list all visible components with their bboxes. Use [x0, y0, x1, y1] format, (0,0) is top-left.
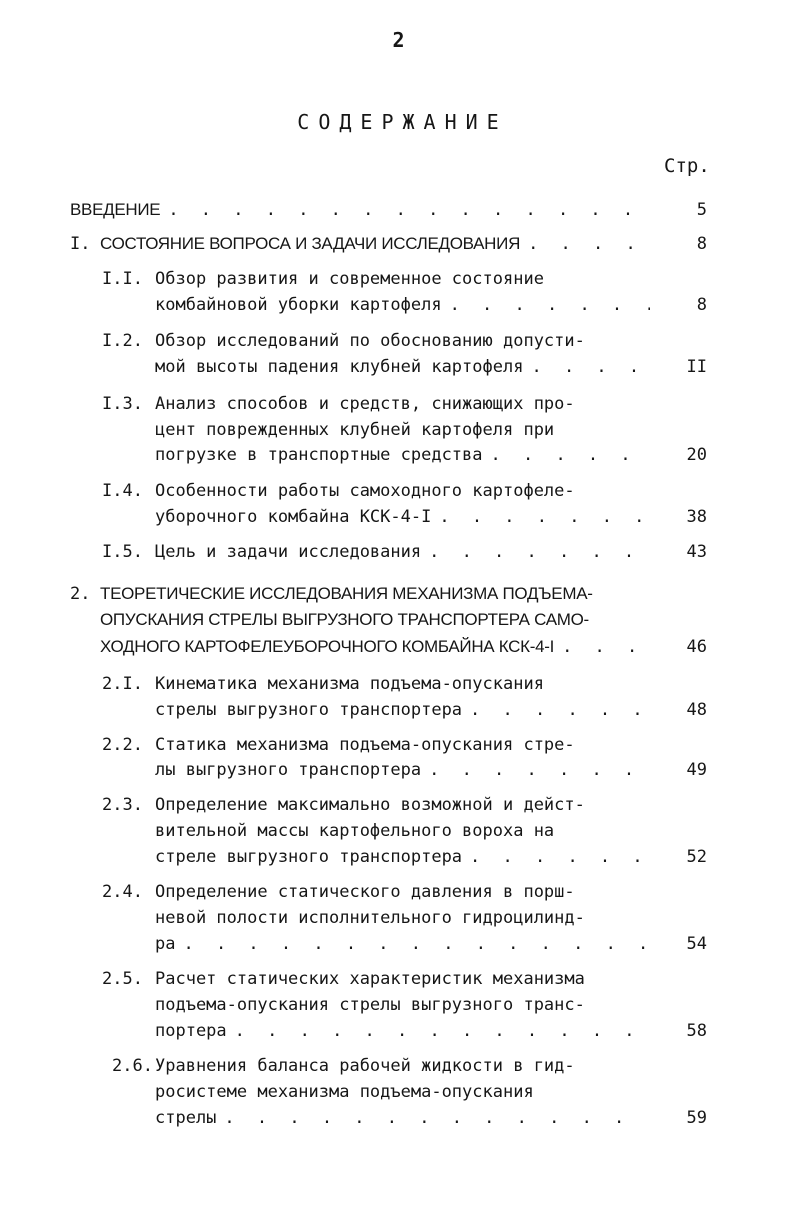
toc-entry-line: [155, 1080, 534, 1104]
toc-leader-dots: [421, 540, 650, 564]
toc-entry-text: ТЕОРЕТИЧЕСКИЕ ИССЛЕДОВАНИЯ МЕХАНИЗМА ПОДЪЕМА-: [100, 584, 593, 603]
toc-entry-line: [155, 1106, 650, 1130]
toc-entry-line: [102, 540, 650, 564]
toc-entry-text: ра: [155, 934, 176, 954]
toc-entry-text: Уравнения баланса рабочей жидкости в гид-: [155, 1056, 575, 1076]
toc-entry-line: [155, 698, 650, 722]
toc-leader-dots: [483, 443, 650, 467]
toc-entry-text: лы выгрузного транспортера: [155, 760, 422, 780]
toc-leader-dots: [421, 758, 650, 782]
toc-leader-dots: [175, 932, 650, 956]
toc-entry-number: I.I.: [102, 269, 143, 289]
toc-entry-text: Определение статического давления в порш-: [155, 882, 575, 902]
toc-entry-line: [102, 329, 585, 353]
toc-entry-text: уборочного комбайна КСК-4-I: [155, 507, 432, 527]
toc-entry-line: [102, 967, 585, 991]
toc-entry-line: [155, 293, 650, 317]
toc-entry-number: I.2.: [102, 331, 143, 351]
toc-entry-text: Определение максимально возможной и дейст-: [155, 795, 585, 815]
toc-entry-text: Цель и задачи исследования: [155, 542, 422, 562]
toc-entry-text: подъема-опускания стрелы выгрузного транс-: [155, 995, 585, 1015]
toc-entry-number: 2.: [70, 584, 91, 604]
toc-entry-line: [102, 267, 544, 291]
toc-entry-number: I.3.: [102, 394, 143, 414]
toc-entry-number: I.4.: [102, 481, 143, 501]
toc-leader-dots: [216, 1106, 650, 1130]
toc-entry-line: [155, 993, 585, 1017]
toc-entry-line: [102, 672, 544, 696]
toc-entry-line: [112, 1054, 575, 1078]
toc-entry-text: ОПУСКАНИЯ СТРЕЛЫ ВЫГРУЗНОГО ТРАНСПОРТЕРА САМО-: [100, 610, 589, 629]
toc-entry-text: портера: [155, 1021, 227, 1041]
toc-entry-page: II: [686, 357, 707, 377]
toc-entry-line: [102, 392, 575, 416]
toc-entry-page: 8: [696, 295, 707, 315]
toc-title: СОДЕРЖАНИЕ: [297, 110, 508, 134]
toc-entry-page: 49: [686, 760, 707, 780]
toc-entry-page: 38: [686, 507, 707, 527]
toc-leader-dots: [462, 845, 650, 869]
toc-leader-dots: [523, 355, 650, 379]
toc-entry-text: погрузке в транспортные средства: [155, 445, 483, 465]
toc-leader-dots: [554, 635, 650, 659]
toc-entry-line: [102, 793, 585, 817]
toc-entry-line: [155, 418, 554, 442]
toc-entry-number: I.5.: [102, 542, 143, 562]
toc-leader-dots: [227, 1019, 650, 1043]
toc-entry-number: 2.2.: [102, 735, 143, 755]
toc-entry-text: Статика механизма подъема-опускания стре-: [155, 735, 575, 755]
toc-entry-text: стрелы: [155, 1108, 217, 1128]
toc-entry-line: [155, 505, 650, 529]
toc-entry-line: [100, 635, 650, 659]
page-number: 2: [392, 28, 405, 52]
toc-entry-line: [155, 819, 554, 843]
toc-entry-line: [155, 1019, 650, 1043]
toc-entry-line: [100, 608, 589, 632]
toc-entry-line: [155, 845, 650, 869]
toc-entry-line: [102, 479, 575, 503]
toc-entry-text: ХОДНОГО КАРТОФЕЛЕУБОРОЧНОГО КОМБАЙНА КСК-4-I: [100, 637, 555, 656]
toc-entry-text: стреле выгрузного транспортера: [155, 847, 463, 867]
toc-entry-text: СОСТОЯНИЕ ВОПРОСА И ЗАДАЧИ ИССЛЕДОВАНИЯ: [100, 234, 521, 253]
toc-entry-page: 46: [686, 637, 707, 657]
page-column-header: Стр.: [664, 155, 710, 177]
toc-entry-text: Расчет статических характеристик механизма: [155, 969, 585, 989]
toc-entry-number: I.: [70, 234, 91, 254]
toc-leader-dots: [431, 505, 650, 529]
toc-entry-text: мой высоты падения клубней картофеля: [155, 357, 524, 377]
toc-entry-page: 54: [686, 934, 707, 954]
toc-leader-dots: [160, 198, 650, 222]
toc-entry-number: 2.I.: [102, 674, 143, 694]
toc-entry-line: [155, 758, 650, 782]
toc-entry-text: Особенности работы самоходного картофеле-: [155, 481, 575, 501]
toc-entry-page: 52: [686, 847, 707, 867]
toc-leader-dots: [442, 293, 650, 317]
toc-entry-text: цент поврежденных клубней картофеля при: [155, 420, 555, 440]
toc-entry-text: росистеме механизма подъема-опускания: [155, 1082, 534, 1102]
toc-entry-text: стрелы выгрузного транспортера: [155, 700, 463, 720]
toc-entry-text: ВВЕДЕНИЕ: [70, 200, 161, 219]
toc-entry-page: 43: [686, 542, 707, 562]
toc-entry-number: 2.6.: [112, 1056, 153, 1076]
toc-entry-page: 20: [686, 445, 707, 465]
toc-entry-page: 5: [696, 200, 707, 220]
toc-entry-line: [155, 932, 650, 956]
toc-entry-page: 58: [686, 1021, 707, 1041]
toc-entry-text: комбайновой уборки картофеля: [155, 295, 442, 315]
toc-entry-page: 59: [686, 1108, 707, 1128]
toc-entry-line: [70, 582, 593, 606]
toc-entry-number: 2.4.: [102, 882, 143, 902]
toc-entry-text: Обзор развития и современное состояние: [155, 269, 544, 289]
toc-entry-line: [70, 232, 650, 256]
toc-entry-line: [70, 198, 650, 222]
toc-leader-dots: [520, 232, 650, 256]
toc-entry-page: 48: [686, 700, 707, 720]
toc-entry-number: 2.3.: [102, 795, 143, 815]
toc-entry-page: 8: [696, 234, 707, 254]
toc-entry-line: [155, 355, 650, 379]
toc-leader-dots: [462, 698, 650, 722]
toc-entry-number: 2.5.: [102, 969, 143, 989]
toc-entry-text: невой полости исполнительного гидроцилинд-: [155, 908, 585, 928]
toc-entry-line: [155, 443, 650, 467]
toc-entry-line: [155, 906, 585, 930]
toc-entry-line: [102, 733, 575, 757]
toc-entry-text: Кинематика механизма подъема-опускания: [155, 674, 544, 694]
toc-entry-text: вительной массы картофельного вороха на: [155, 821, 555, 841]
toc-entry-line: [102, 880, 575, 904]
toc-entry-text: Обзор исследований по обоснованию допусти-: [155, 331, 585, 351]
toc-entry-text: Анализ способов и средств, снижающих про-: [155, 394, 575, 414]
